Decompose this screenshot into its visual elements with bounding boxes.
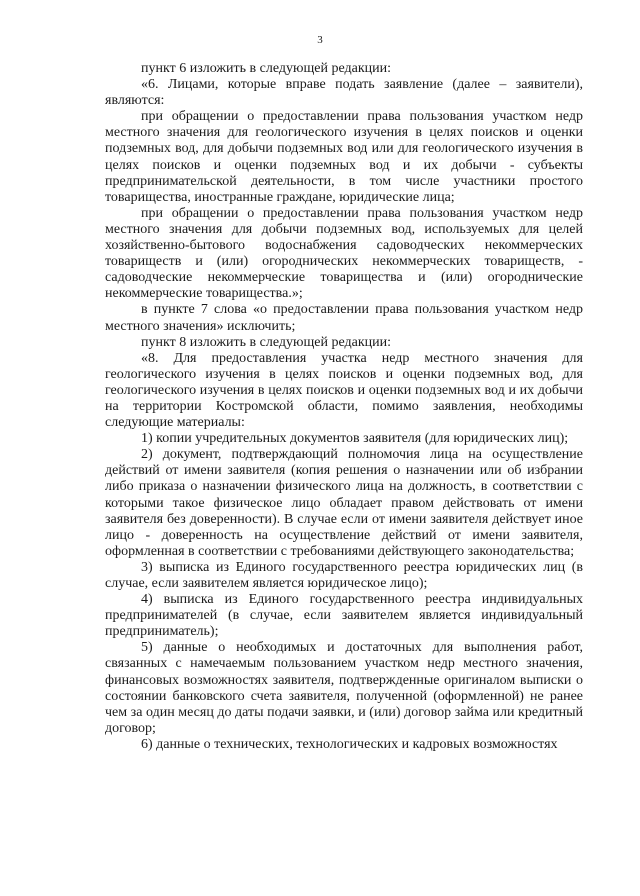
paragraph: пункт 8 изложить в следующей редакции: xyxy=(141,334,391,350)
paragraph: при обращении о предоставлении права пользования участком недр местного значения для добычи подземных вод, используемых для целей хозяйственно-бытового водоснабжения садоводческих некоммерческих товариществ и (или) огороднических некоммерческих товариществ, - садоводческие некоммерческие товарищества и (или) огороднические некоммерческие товарищества.»; xyxy=(105,205,583,302)
paragraph: 2) документ, подтверждающий полномочия лица на осуществление действий от имени заявителя (копия решения о назначении или об избрании либо приказа о назначении физического лица на должность, в соответствии с которыми такое физическое лицо обладает правом действовать от имени заявителя без доверенности). В случае если от имени заявителя действует иное лицо - доверенность на осуществление действий от имени заявителя, оформленная в соответствии с требованиями действующего законодательства; xyxy=(105,447,583,559)
page-number: 3 xyxy=(317,34,323,46)
paragraph: «6. Лицами, которые вправе подать заявление (далее – заявители), являются: xyxy=(105,77,583,109)
paragraph: 1) копии учредительных документов заявителя (для юридических лиц); xyxy=(141,431,569,447)
document-body xyxy=(105,61,583,753)
paragraph: 6) данные о технических, технологических и кадровых возможностях xyxy=(141,736,558,752)
paragraph: 5) данные о необходимых и достаточных для выполнения работ, связанных с намечаемым пользованием участком недр местного значения, финансовых возможностях заявителя, подтвержденные оригиналом выписки о состоянии банковского счета заявителя, полученной (оформленной) не ранее чем за один месяц до даты подачи заявки, и (или) договор займа или кредитный договор; xyxy=(105,640,583,736)
paragraph: в пункте 7 слова «о предоставлении права пользования участком недр местного значения» исключить; xyxy=(105,302,583,334)
paragraph: 4) выписка из Единого государственного реестра индивидуальных предпринимателей (в случае, если заявителем является индивидуальный предприниматель); xyxy=(105,592,583,640)
paragraph: при обращении о предоставлении права пользования участком недр местного значения для геологического изучения в целях поисков и оценки подземных вод, для добычи подземных вод или для геологического изучения в целях поисков и оценки подземных вод и их добычи - субъекты предпринимательской деятельности, в том числе участники простого товарищества, иностранные граждане, юридические лица; xyxy=(105,109,583,205)
paragraph: 3) выписка из Единого государственного реестра юридических лиц (в случае, если заявителем является юридическое лицо); xyxy=(105,559,583,591)
paragraph: «8. Для предоставления участка недр местного значения для геологического изучения в целях поисков и оценки подземных вод, для геологического изучения в целях поисков и оценки подземных вод и их добычи на территории Костромской области, помимо заявления, необходимы следующие материалы: xyxy=(105,350,583,431)
paragraph: пункт 6 изложить в следующей редакции: xyxy=(141,61,391,76)
